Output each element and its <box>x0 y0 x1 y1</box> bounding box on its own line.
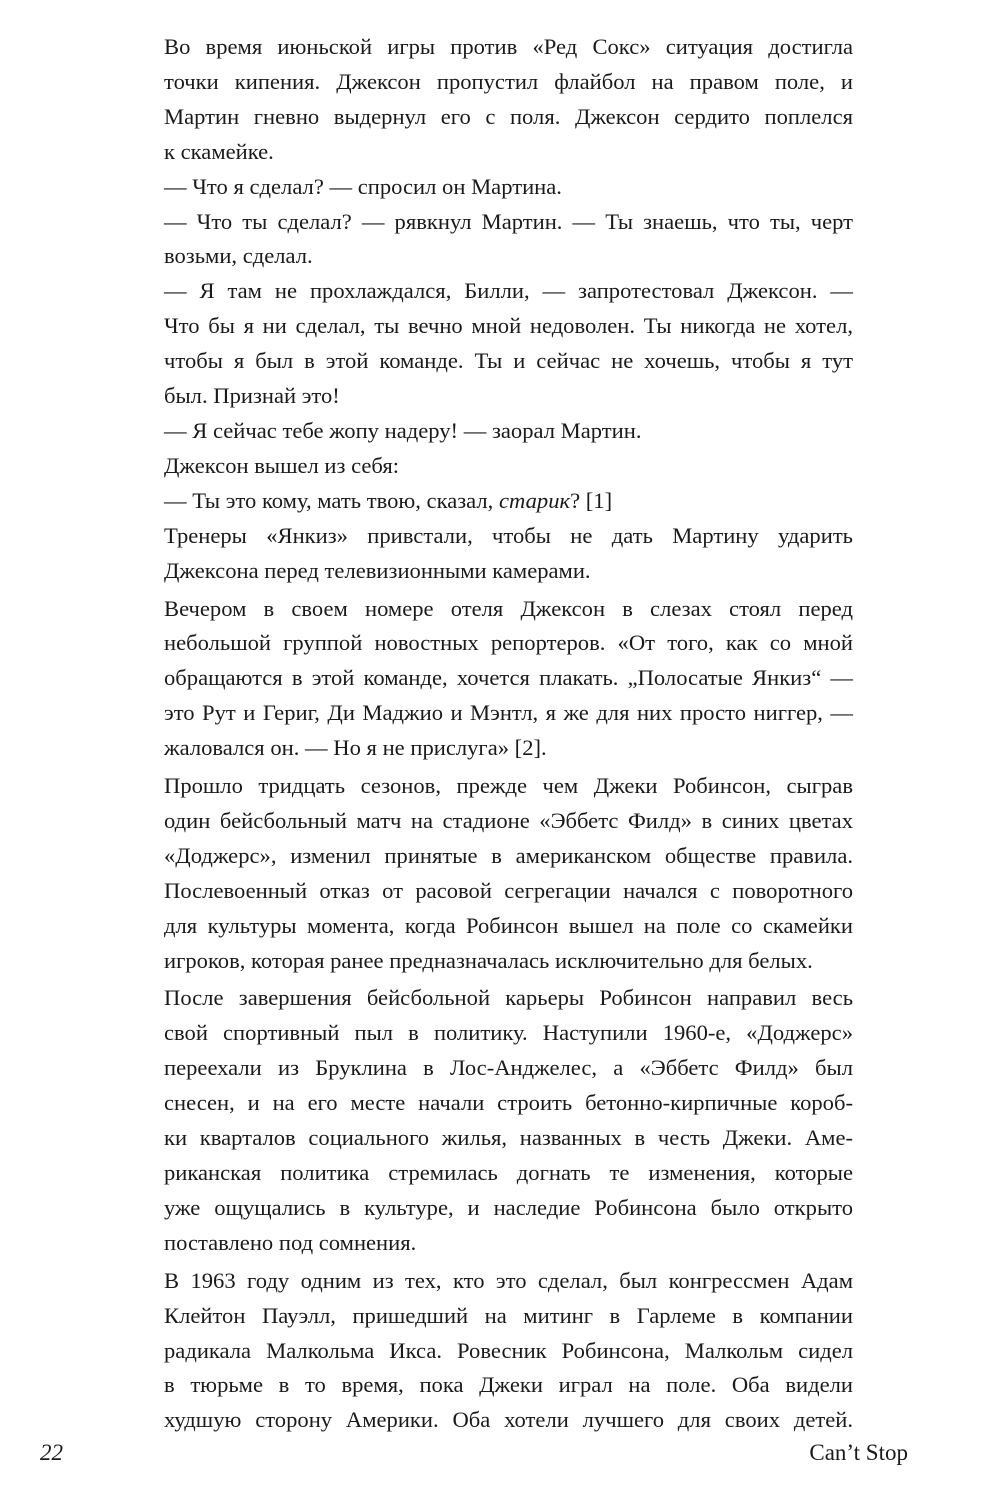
text-line: радикала Малкольма Икса. Ровесник Робинсона, Малкольм сидел <box>164 1337 853 1363</box>
text-line: — Ты это кому, мать твою, сказал, старик? [1] <box>164 487 613 513</box>
text-line: чтобы я был в этой команде. Ты и сейчас не хочешь, чтобы я тут <box>164 348 853 374</box>
page-body <box>148 30 853 1438</box>
text-line: Тренеры «Янкиз» привстали, чтобы не дать Мартину ударить <box>164 522 853 548</box>
text-line: ки кварталов социального жилья, названных в честь Джеки. Аме- <box>164 1125 853 1151</box>
paragraph <box>148 274 853 414</box>
paragraph <box>148 484 853 519</box>
text-line: точки кипения. Джексон пропустил флайбол на правом поле, и <box>164 68 853 94</box>
text-line: Мартин гневно выдернул его с поля. Джексон сердито поплелся <box>164 103 853 129</box>
text-line: возьми, сделал. <box>164 243 313 269</box>
paragraph <box>148 981 853 1260</box>
text-line: для культуры момента, когда Робинсон вышел на поле со скамейки <box>164 912 853 938</box>
text-line: игроков, которая ранее предназначалась исключительно для белых. <box>164 947 813 973</box>
paragraph <box>148 205 853 275</box>
paragraph <box>148 1264 853 1439</box>
text-line: Клейтон Пауэлл, пришедший на митинг в Гарлеме в компании <box>164 1302 853 1328</box>
text-line: Послевоенный отказ от расовой сегрегации начался с поворотного <box>164 877 853 903</box>
paragraph <box>148 592 853 767</box>
text-line: — Что ты сделал? — рявкнул Мартин. — Ты знаешь, что ты, черт <box>164 208 853 234</box>
text-line: уже ощущались в культуре, и наследие Робинсона было открыто <box>164 1194 853 1220</box>
text-line: Джексон вышел из себя: <box>164 452 400 478</box>
text-line: После завершения бейсбольной карьеры Робинсон направил весь <box>164 985 853 1011</box>
paragraph <box>148 449 853 484</box>
text-line: худшую сторону Америки. Оба хотели лучшего для своих детей. <box>164 1407 853 1433</box>
paragraph <box>148 519 853 589</box>
text-line: свой спортивный пыл в политику. Наступили 1960-е, «Доджерс» <box>164 1020 853 1046</box>
text-line: жаловался он. — Но я не прислуга» [2]. <box>164 735 547 761</box>
page-number: 22 <box>40 1440 63 1465</box>
paragraph <box>148 414 853 449</box>
text-line: был. Признай это! <box>164 383 340 409</box>
paragraph <box>148 170 853 205</box>
text-line: это Рут и Гериг, Ди Маджио и Мэнтл, я же для них просто ниггер, — <box>164 700 853 726</box>
text-line: — Я сейчас тебе жопу надеру! — заорал Мартин. <box>164 417 642 443</box>
text-line: поставлено под сомнения. <box>164 1229 417 1255</box>
text-line: к скамейке. <box>164 138 274 164</box>
text-line: Вечером в своем номере отеля Джексон в слезах стоял перед <box>164 595 853 621</box>
running-title: Can’t Stop <box>809 1440 908 1465</box>
paragraph <box>148 769 853 978</box>
text-line: риканская политика стремилась догнать те изменения, которые <box>164 1160 853 1185</box>
text-line: Прошло тридцать сезонов, прежде чем Джеки Робинсон, сыграв <box>164 773 853 799</box>
text-line: снесен, и на его месте начали строить бетонно-кирпичные короб- <box>164 1090 853 1116</box>
text-line: В 1963 году одним из тех, кто это сделал, был конгрессмен Адам <box>164 1267 853 1293</box>
text-line: Джексона перед телевизионными камерами. <box>164 557 591 583</box>
emphasis: старик <box>498 487 571 513</box>
text-line: обращаются в этой команде, хочется плакать. „Полосатые Янкиз“ — <box>164 665 853 691</box>
text-line: «Доджерс», изменил принятые в американском обществе правила. <box>164 842 853 868</box>
text-line: Что бы я ни сделал, ты вечно мной недоволен. Ты никогда не хотел, <box>164 313 853 339</box>
text-line: — Что я сделал? — спросил он Мартина. <box>164 173 562 199</box>
text-line: в тюрьме в то время, пока Джеки играл на поле. Оба видели <box>164 1372 853 1398</box>
text-line: переехали из Бруклина в Лос-Анджелес, а «Эббетс Филд» был <box>164 1055 853 1081</box>
text-line: один бейсбольный матч на стадионе «Эббетс Филд» в синих цветах <box>164 807 853 833</box>
text-line: — Я там не прохлаждался, Билли, — запротестовал Джексон. — <box>164 278 853 304</box>
paragraph <box>148 30 853 170</box>
text-line: небольшой группой новостных репортеров. «От того, как со мной <box>164 630 853 656</box>
text-line: Во время июньской игры против «Ред Сокс» ситуация достигла <box>164 34 853 59</box>
